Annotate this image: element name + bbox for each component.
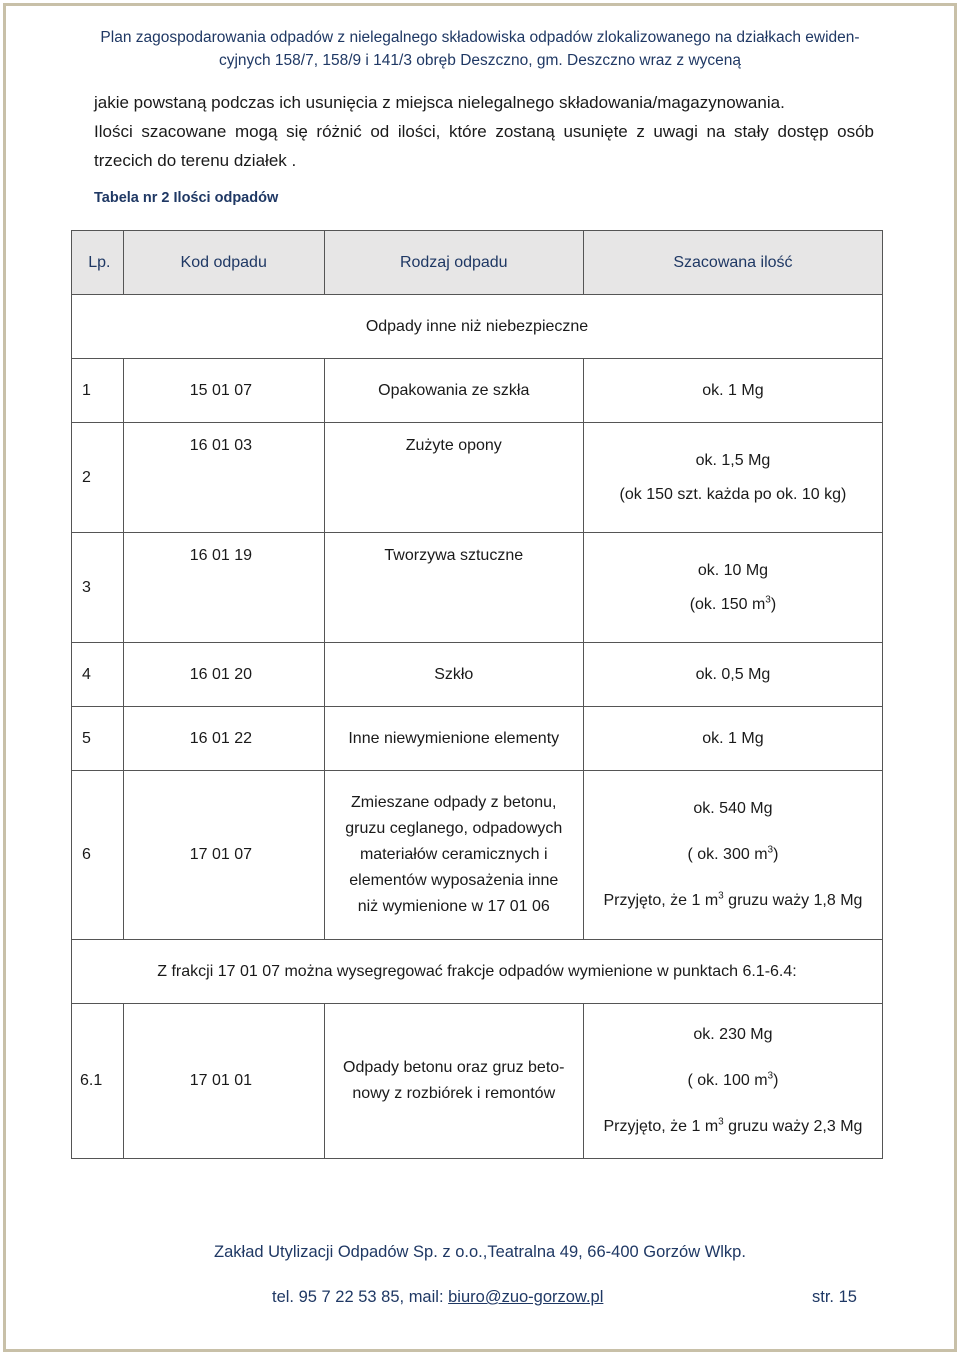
cell-lp: 3 [72, 533, 124, 643]
ilosc-note: (ok 150 szt. każda po ok. 10 kg) [619, 485, 847, 503]
cell-rodzaj: Szkło [324, 643, 583, 707]
cell-ilosc [583, 771, 882, 940]
rodzaj-line: elementów wyposażenia inne [349, 872, 559, 889]
ilosc-main: ok. 230 Mg [693, 1026, 773, 1043]
section-label: Odpady inne niż niebezpieczne [72, 295, 883, 359]
rodzaj-line: gruzu ceglanego, odpadowych [345, 820, 563, 837]
header-lp: Lp. [72, 231, 124, 295]
header-line-2: cyjnych 158/7, 158/9 i 141/3 obręb Deszczno, gm. Deszczno wraz z wyceną [218, 52, 742, 69]
header-kod: Kod odpadu [123, 231, 324, 295]
header-line-1: Plan zagospodarowania odpadów z nielegalnego składowiska odpadów zlokalizowanego na działkach ewiden- [100, 29, 860, 46]
section-label: Z frakcji 17 01 07 można wysegregować frakcje odpadów wymienione w punktach 6.1-6.4: [72, 940, 883, 1004]
section-row [72, 295, 883, 359]
email-link[interactable]: biuro@zuo-gorzow.pl [448, 1288, 604, 1306]
cell-kod: 16 01 20 [123, 643, 324, 707]
ilosc-density-note: Przyjęto, że 1 $m^3$ gruzu waży 2,3 Mg [603, 1116, 863, 1135]
ilosc-density-note: Przyjęto, że 1 $m^3$ gruzu waży 1,8 Mg [603, 890, 863, 909]
ilosc-main: ok. 540 Mg [693, 800, 773, 817]
cell-lp: 2 [72, 423, 124, 533]
rodzaj-line: materiałów ceramicznych i [359, 846, 548, 863]
header-rodzaj: Rodzaj odpadu [324, 231, 583, 295]
table-row [72, 771, 883, 940]
table-row [72, 707, 883, 771]
page-number: str. 15 [812, 1288, 857, 1306]
ilosc-main: ok. 10 Mg [697, 561, 769, 579]
cell-ilosc [583, 1004, 882, 1159]
table-header-row [72, 231, 883, 295]
rodzaj-line: Zmieszane odpady z betonu, [351, 794, 557, 811]
rodzaj-line: nowy z rozbiórek i remontów [352, 1085, 556, 1102]
cell-ilosc: ok. 0,5 Mg [583, 643, 882, 707]
ilosc-volume: ( ok. 100 $m^3$) [687, 1070, 779, 1089]
footer-company: Zakład Utylizacji Odpadów Sp. z o.o.,Teatralna 49, 66-400 Gorzów Wlkp. [214, 1243, 746, 1261]
intro-line-2: Ilości szacowane mogą się różnić od ilości, które zostaną usunięte z uwagi na stały dostęp osób trzecich do terenu działek . [94, 122, 874, 170]
table-row [72, 423, 883, 533]
rodzaj-line: niż wymienione w 17 01 06 [357, 898, 550, 915]
cell-kod: 17 01 01 [123, 1004, 324, 1159]
intro-text [94, 88, 874, 175]
cell-kod: 17 01 07 [123, 771, 324, 940]
cell-lp: 6 [72, 771, 124, 940]
footer-contact [272, 1288, 603, 1307]
cell-ilosc: ok. 1 Mg [583, 707, 882, 771]
section-row [72, 940, 883, 1004]
footer-contact-text: tel. 95 7 22 53 85, mail: [272, 1288, 449, 1306]
cell-kod: 16 01 19 [123, 533, 324, 643]
cell-kod: 15 01 07 [123, 359, 324, 423]
cell-rodzaj: Opakowania ze szkła [324, 359, 583, 423]
table-row [72, 643, 883, 707]
cell-rodzaj: Tworzywa sztuczne [324, 533, 583, 643]
cell-kod: 16 01 03 [123, 423, 324, 533]
ilosc-main: ok. 1,5 Mg [695, 451, 771, 469]
cell-ilosc [583, 423, 882, 533]
cell-rodzaj [324, 1004, 583, 1159]
cell-kod: 16 01 22 [123, 707, 324, 771]
table-caption: Tabela nr 2 Ilości odpadów [94, 190, 279, 206]
table-row [72, 359, 883, 423]
waste-table [71, 230, 883, 1159]
cell-lp: 5 [72, 707, 124, 771]
cell-lp: 4 [72, 643, 124, 707]
ilosc-volume: (ok. 150 $m^3$) [689, 594, 777, 613]
table-row [72, 533, 883, 643]
intro-line-1: jakie powstaną podczas ich usunięcia z miejsca nielegalnego składowania/magazynowania. [94, 93, 785, 112]
ilosc-volume: ( ok. 300 $m^3$) [687, 844, 779, 863]
document-header [60, 26, 900, 72]
cell-ilosc [583, 533, 882, 643]
cell-lp: 6.1 [72, 1004, 124, 1159]
cell-rodzaj [324, 771, 583, 940]
header-ilosc: Szacowana ilość [583, 231, 882, 295]
cell-rodzaj: Zużyte opony [324, 423, 583, 533]
rodzaj-line: Odpady betonu oraz gruz beto- [343, 1059, 565, 1076]
table-row [72, 1004, 883, 1159]
cell-lp: 1 [72, 359, 124, 423]
cell-rodzaj: Inne niewymienione elementy [324, 707, 583, 771]
cell-ilosc: ok. 1 Mg [583, 359, 882, 423]
